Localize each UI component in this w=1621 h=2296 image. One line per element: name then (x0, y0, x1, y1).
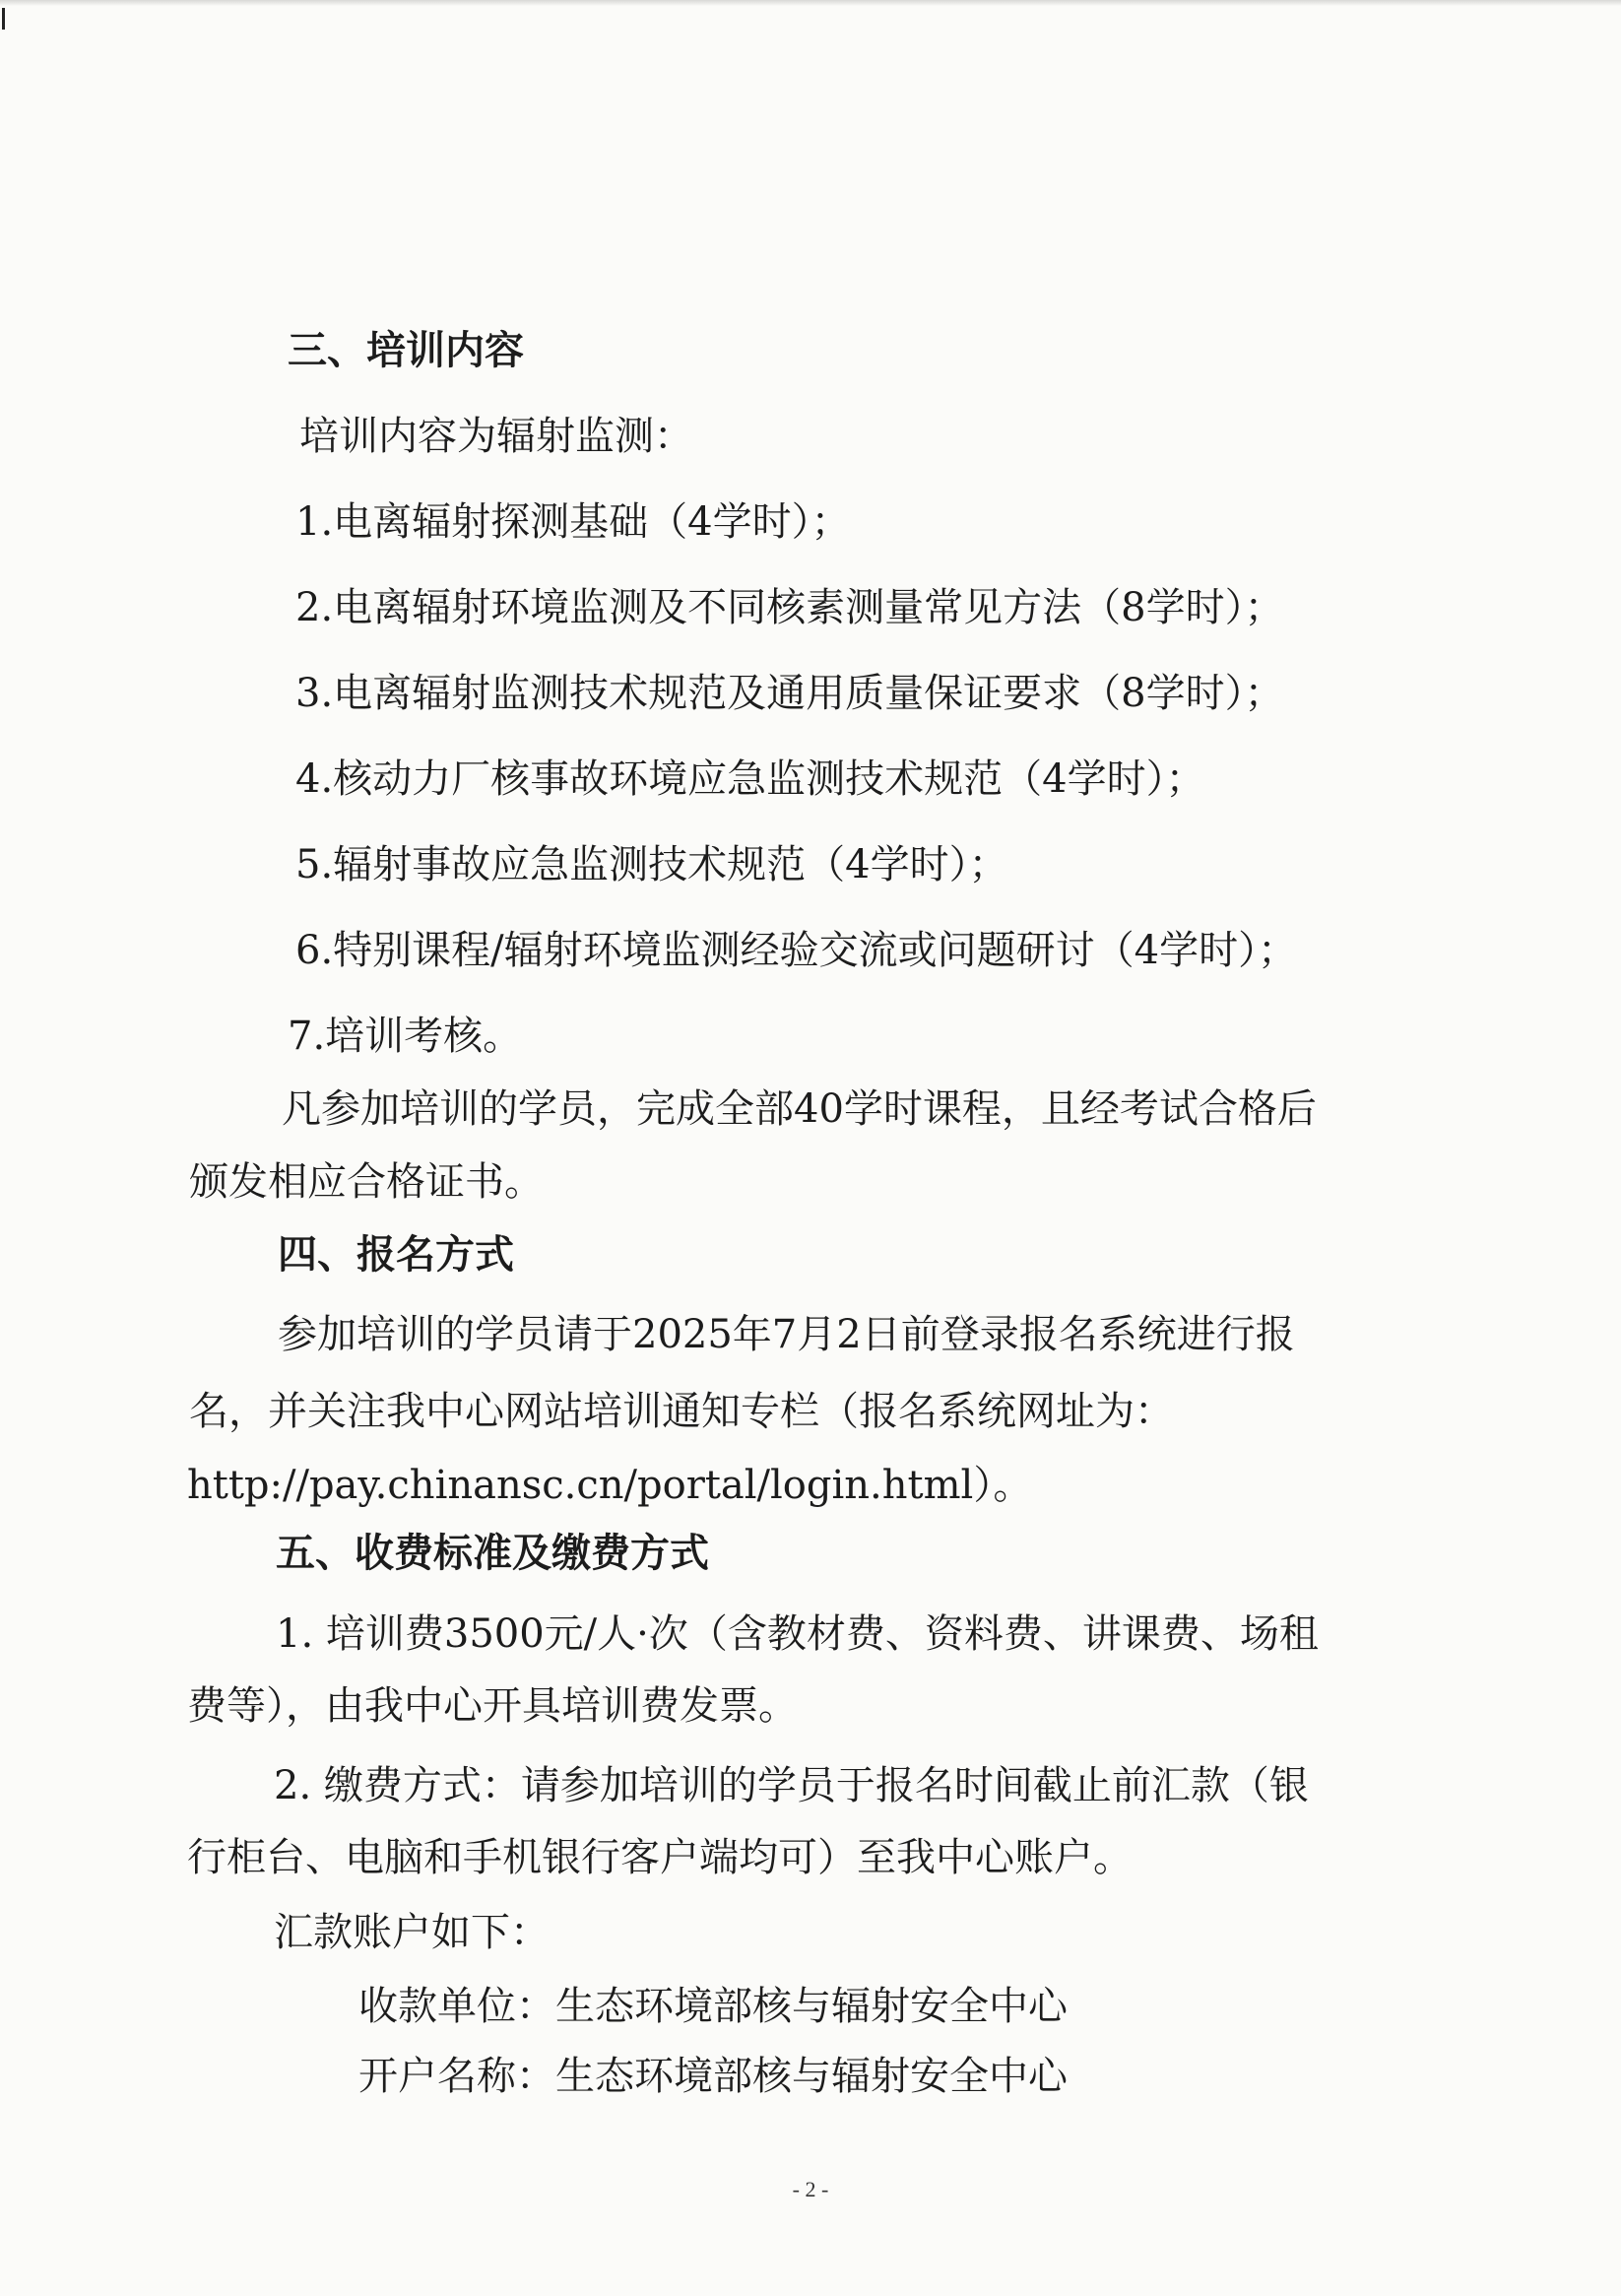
paragraph-fee-line-2: 费等），由我中心开具培训费发票。 (187, 1683, 798, 1729)
scan-mark (2, 8, 5, 30)
section-heading-fees: 五、收费标准及缴费方式 (276, 1531, 709, 1576)
account-holder-name: 开户名称：生态环境部核与辐射安全中心 (358, 2054, 1068, 2099)
scan-edge (0, 0, 1621, 6)
account-payee: 收款单位：生态环境部核与辐射安全中心 (358, 1984, 1068, 2029)
paragraph-registration-line-2: 名，并关注我中心网站培训通知专栏（报名系统网址为： (189, 1389, 1174, 1434)
paragraph-fee-line-1: 1. 培训费3500元/人·次（含教材费、资料费、讲课费、场租 (276, 1611, 1319, 1657)
paragraph-content-intro: 培训内容为辐射监测： (299, 414, 693, 459)
list-item-6: 6.特别课程/辐射环境监测经验交流或问题研讨（4学时）； (295, 928, 1298, 973)
list-item-7: 7.培训考核。 (288, 1014, 523, 1059)
list-item-1: 1.电离辐射探测基础（4学时）； (295, 499, 851, 545)
paragraph-account-intro: 汇款账户如下： (274, 1910, 550, 1955)
list-item-3: 3.电离辐射监测技术规范及通用质量保证要求（8学时）； (295, 671, 1284, 716)
page-number: - 2 - (792, 2177, 829, 2201)
paragraph-registration-line-1: 参加培训的学员请于2025年7月2日前登录报名系统进行报 (278, 1312, 1295, 1357)
paragraph-registration-url: http://pay.chinansc.cn/portal/login.html）。 (187, 1463, 1033, 1508)
list-item-4: 4.核动力厂核事故环境应急监测技术规范（4学时）； (295, 756, 1205, 802)
paragraph-payment-line-1: 2. 缴费方式：请参加培训的学员于报名时间截止前汇款（银 (274, 1763, 1309, 1808)
paragraph-certificate-line-1: 凡参加培训的学员，完成全部40学时课程，且经考试合格后 (282, 1086, 1317, 1132)
list-item-5: 5.辐射事故应急监测技术规范（4学时）； (295, 842, 1008, 887)
paragraph-certificate-line-2: 颁发相应合格证书。 (189, 1159, 544, 1205)
section-heading-registration: 四、报名方式 (278, 1232, 514, 1278)
section-heading-training-content: 三、培训内容 (288, 328, 524, 373)
paragraph-payment-line-2: 行柜台、电脑和手机银行客户端均可）至我中心账户。 (187, 1835, 1133, 1880)
list-item-2: 2.电离辐射环境监测及不同核素测量常见方法（8学时）； (295, 585, 1284, 630)
